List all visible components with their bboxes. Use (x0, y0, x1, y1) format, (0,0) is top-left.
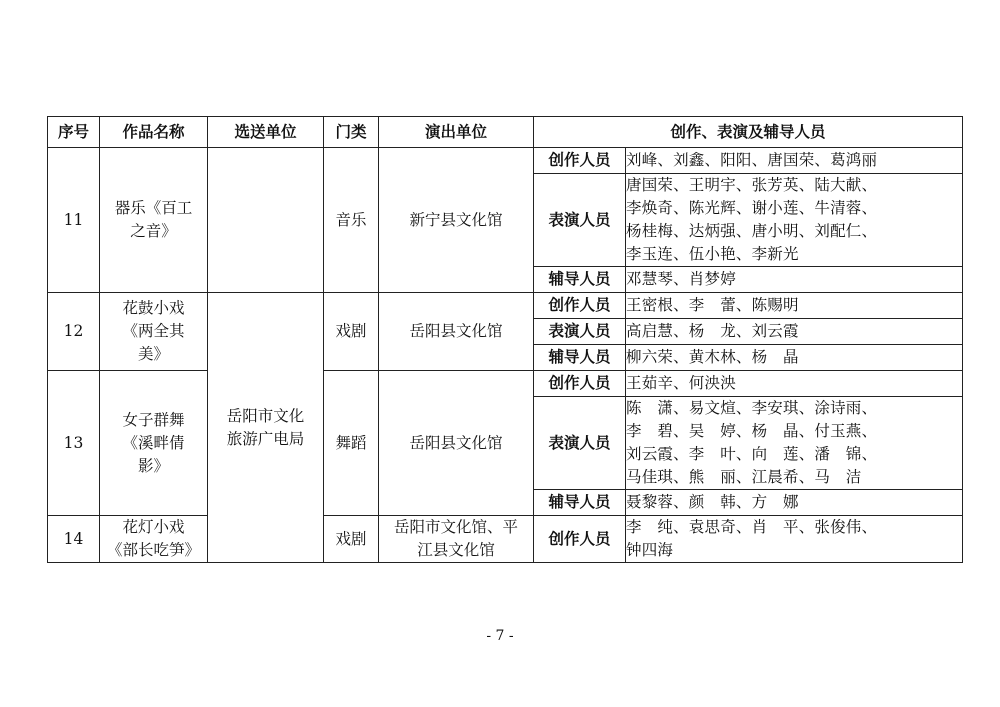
page-number: - 7 - (486, 628, 514, 644)
entry-category: 戏剧 (324, 516, 379, 563)
header-category: 门类 (324, 117, 379, 148)
role-label: 辅导人员 (534, 267, 626, 293)
header-submit-unit: 选送单位 (208, 117, 324, 148)
entry-performer: 新宁县文化馆 (379, 148, 534, 293)
entry-category: 音乐 (324, 148, 379, 293)
role-names: 刘峰、刘鑫、阳阳、唐国荣、葛鸿丽 (626, 148, 963, 174)
entry-performer: 岳阳市文化馆、平 江县文化馆 (379, 516, 534, 563)
header-performer: 演出单位 (379, 117, 534, 148)
submit-unit: 岳阳市文化 旅游广电局 (208, 293, 324, 563)
entry-number: 12 (48, 293, 100, 371)
role-label: 表演人员 (534, 397, 626, 490)
role-names: 王茹辛、何泱泱 (626, 371, 963, 397)
role-names: 李 纯、袁思奇、肖 平、张俊伟、 钟四海 (626, 516, 963, 563)
entry-category: 舞蹈 (324, 371, 379, 516)
entry-title: 器乐《百工 之音》 (100, 148, 208, 293)
role-names: 高启慧、杨 龙、刘云霞 (626, 319, 963, 345)
entry-category: 戏剧 (324, 293, 379, 371)
entry-number: 14 (48, 516, 100, 563)
role-label: 表演人员 (534, 174, 626, 267)
header-row (48, 117, 963, 148)
role-label: 创作人员 (534, 293, 626, 319)
entry-title: 花灯小戏 《部长吃笋》 (100, 516, 208, 563)
entry-title: 女子群舞 《溪畔倩 影》 (100, 371, 208, 516)
header-personnel: 创作、表演及辅导人员 (534, 117, 963, 148)
table-row (48, 148, 963, 174)
role-names: 柳六荣、黄木林、杨 晶 (626, 345, 963, 371)
entry-performer: 岳阳县文化馆 (379, 371, 534, 516)
role-label: 创作人员 (534, 148, 626, 174)
role-label: 表演人员 (534, 319, 626, 345)
table-row (48, 371, 963, 397)
entry-performer: 岳阳县文化馆 (379, 293, 534, 371)
submit-unit-empty (208, 148, 324, 293)
header-number: 序号 (48, 117, 100, 148)
role-label: 辅导人员 (534, 345, 626, 371)
role-names: 唐国荣、王明宇、张芳英、陆大献、 李焕奇、陈光辉、谢小莲、牛清蓉、 杨桂梅、达炳强、唐小明、刘配仁、 李玉连、伍小艳、李新光 (626, 174, 963, 267)
role-names: 聂黎蓉、颜 韩、方 娜 (626, 490, 963, 516)
header-title: 作品名称 (100, 117, 208, 148)
entry-number: 11 (48, 148, 100, 293)
role-names: 陈 潇、易文煊、李安琪、涂诗雨、 李 碧、吴 婷、杨 晶、付玉燕、 刘云霞、李 叶、向 莲、潘 锦、 马佳琪、熊 丽、江晨希、马 洁 (626, 397, 963, 490)
program-table (47, 116, 963, 563)
role-label: 辅导人员 (534, 490, 626, 516)
entry-number: 13 (48, 371, 100, 516)
entry-title: 花鼓小戏 《两全其 美》 (100, 293, 208, 371)
role-label: 创作人员 (534, 516, 626, 563)
role-names: 邓慧琴、肖梦婷 (626, 267, 963, 293)
table-row (48, 293, 963, 319)
role-names: 王密根、李 蕾、陈赐明 (626, 293, 963, 319)
table-row (48, 516, 963, 563)
role-label: 创作人员 (534, 371, 626, 397)
